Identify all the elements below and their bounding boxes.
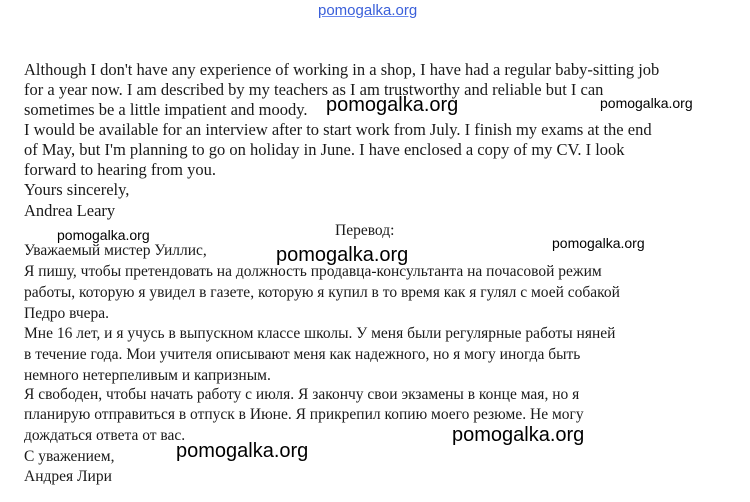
english-closing: Yours sincerely, [24, 180, 130, 199]
english-line-4: I would be available for an interview after to start work from July. I finish my exams at the end [24, 120, 652, 139]
watermark-7: pomogalka.org [176, 440, 309, 462]
translation-line-7: немного нетерпеливым и капризным. [24, 367, 271, 384]
watermark-1: pomogalka.org [326, 94, 459, 116]
english-line-5: of May, but I'm planning to go on holiday in June. I have enclosed a copy of my CV. I look [24, 140, 625, 159]
english-line-3: sometimes be a little impatient and moody. [24, 100, 308, 119]
translation-line-4: Педро вчера. [24, 305, 110, 322]
english-line-6: forward to hearing from you. [24, 160, 216, 179]
translation-line-6: в течение года. Мои учителя описывают меня как надежного, но я могу иногда быть [24, 346, 581, 363]
english-line-1: Although I don't have any experience of working in a shop, I have had a regular baby-sitting job [24, 60, 660, 79]
translation-line-10: дождаться ответа от вас. [24, 427, 186, 444]
english-line-2: for a year now. I am described by my teachers as I am trustworthy and reliable but I can [24, 80, 604, 99]
translation-signature: Андрея Лири [24, 468, 112, 485]
watermark-top-link[interactable]: pomogalka.org [318, 2, 418, 19]
translation-line-9: планирую отправиться в отпуск в Июне. Я прикрепил копию моего резюме. Не могу [24, 406, 584, 423]
watermark-4: pomogalka.org [276, 244, 409, 266]
translation-title: Перевод: [335, 222, 395, 239]
translation-greeting: Уважаемый мистер Уиллис, [24, 242, 207, 259]
watermark-3: pomogalka.org [57, 227, 150, 243]
translation-line-2: Я пишу, чтобы претендовать на должность продавца-консультанта на почасовой режим [24, 263, 602, 280]
translation-line-3: работы, которую я увидел в газете, которую я купил в то время как я гулял с моей собакой [24, 284, 620, 301]
translation-line-5: Мне 16 лет, и я учусь в выпускном классе школы. У меня были регулярные работы няней [24, 325, 616, 342]
watermark-5: pomogalka.org [552, 235, 645, 251]
english-signature: Andrea Leary [24, 201, 116, 220]
watermark-2: pomogalka.org [600, 95, 693, 111]
translation-closing: С уважением, [24, 448, 115, 465]
watermark-6: pomogalka.org [452, 424, 585, 446]
translation-line-8: Я свободен, чтобы начать работу с июля. Я закончу свои экзамены в конце мая, но я [24, 386, 580, 403]
